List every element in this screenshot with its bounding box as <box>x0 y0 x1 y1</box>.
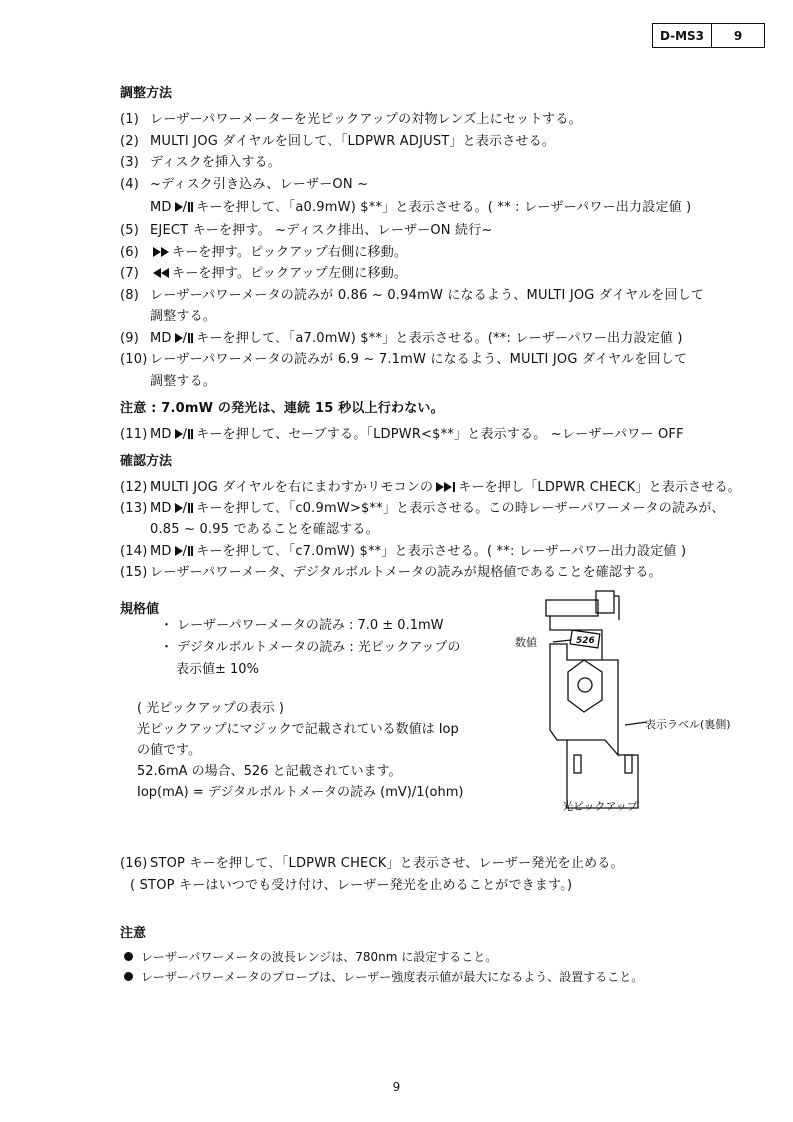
step-9: (9) MD / キーを押して､「a7.0mW) $**」と表示させる。(**: レーザーパワー出力設定値 ) <box>120 331 683 346</box>
pickup-note: ( 光ピックアップの表示 ) 光ピックアップにマジックで記載されている数値は Iop の値です。 52.6mA の場合、526 と記載されています。 Iop(mA) = デジタルボルトメータの読み (mV)/1(ohm) <box>137 701 464 800</box>
spec-tolerance: 表示値± 10% <box>176 662 259 677</box>
step-10: (10) レーザーパワーメータの読みが 6.9 ~ 7.1mW になるよう、MULTI JOG ダイヤルを回して <box>120 352 688 367</box>
optical-pickup-diagram <box>505 590 745 815</box>
model-name: D-MS3 <box>653 24 712 47</box>
step-12: (12) MULTI JOG ダイヤルを右にまわすかリモコンの キーを押し「LDPWR CHECK」と表示させる。 <box>120 480 741 495</box>
step-4: (4) ~ディスク引き込み、レーザーON ~ <box>120 177 369 192</box>
play-pause-icon: / <box>175 427 194 442</box>
step-15: (15) レーザーパワーメータ、デジタルボルトメータの読みが規格値であることを確認する。 <box>120 565 662 580</box>
step-8: (8) レーザーパワーメータの読みが 0.86 ~ 0.94mW になるよう、MULTI JOG ダイヤルを回して <box>120 288 705 303</box>
step-3: (3) ディスクを挿入する。 <box>120 155 281 170</box>
spec-voltmeter-reading: ・ デジタルボルトメータの読み : 光ピックアップの <box>160 640 461 655</box>
step-13: (13) MD / キーを押して､「c0.9mW>$**」と表示させる。この時レーザーパワーメータの読みが、 <box>120 501 725 516</box>
step-11: (11) MD / キーを押して、セーブする。「LDPWR<$**」と表示する。 ~レーザーパワー OFF <box>120 427 684 442</box>
play-pause-icon: / <box>175 331 194 346</box>
step-16: (16) STOP キーを押して､「LDPWR CHECK」と表示させ、レーザー発光を止める。 <box>120 856 624 871</box>
play-pause-icon: / <box>175 200 194 215</box>
section-spec-title: 規格値 <box>120 602 160 617</box>
step-8-cont: 調整する。 <box>150 309 217 324</box>
play-pause-icon: / <box>175 501 194 516</box>
play-pause-icon: / <box>175 544 194 559</box>
section-adjust-title: 調整方法 <box>120 86 173 101</box>
step-4-detail: MD / キーを押して､「a0.9mW) $**」と表示させる。( ** : レーザーパワー出力設定値 ) <box>150 200 692 215</box>
diagram-caption: 光ピックアップ <box>562 800 638 813</box>
section-confirm-title: 確認方法 <box>120 454 173 469</box>
step-10-cont: 調整する。 <box>150 374 217 389</box>
step-1: (1) レーザーパワーメーターを光ピックアップの対物レンズ上にセットする。 <box>120 112 582 127</box>
section-caution-title: 注意 <box>120 926 147 941</box>
header-page-number: 9 <box>733 28 743 43</box>
bullet-dot-icon <box>124 952 133 961</box>
skip-next-icon <box>436 480 455 495</box>
step-5: (5) EJECT キーを押す。 ~ディスク排出、レーザーON 続行~ <box>120 223 493 238</box>
step-13-cont: 0.85 ~ 0.95 であることを確認する。 <box>150 522 379 537</box>
diagram-label-value: 数値 <box>515 636 537 649</box>
bullet-dot-icon <box>124 972 133 981</box>
step-2: (2) MULTI JOG ダイヤルを回して､「LDPWR ADJUST」と表示させる。 <box>120 134 556 149</box>
header-box <box>652 23 765 48</box>
caution-7mw: 注意 : 7.0mW の発光は、連続 15 秒以上行わない。 <box>120 401 444 416</box>
caution-bullet-2: レーザーパワーメータのプローブは、レーザー強度表示値が最大になるよう、設置すること。 <box>124 968 643 985</box>
spec-laser-reading: ・ レーザーパワーメータの読み : 7.0 ± 0.1mW <box>160 618 444 633</box>
caution-bullet-1: レーザーパワーメータの波長レンジは、780nm に設定すること。 <box>124 948 497 965</box>
step-7: (7) キーを押す。ピックアップ左側に移動。 <box>120 266 408 281</box>
step-6: (6) キーを押す。ピックアップ右側に移動。 <box>120 245 408 260</box>
rewind-icon <box>153 266 169 281</box>
step-16-note: ( STOP キーはいつでも受け付け、レーザー発光を止めることができます。) <box>130 878 573 893</box>
step-14: (14) MD / キーを押して､「c7.0mW) $**」と表示させる。( **: レーザーパワー出力設定値 ) <box>120 544 687 559</box>
footer-page-number: 9 <box>392 1080 401 1094</box>
fast-forward-icon <box>153 245 169 260</box>
diagram-label-back: 表示ラベル(裏側) <box>645 718 731 731</box>
diagram-label-number: 526 <box>576 636 595 646</box>
